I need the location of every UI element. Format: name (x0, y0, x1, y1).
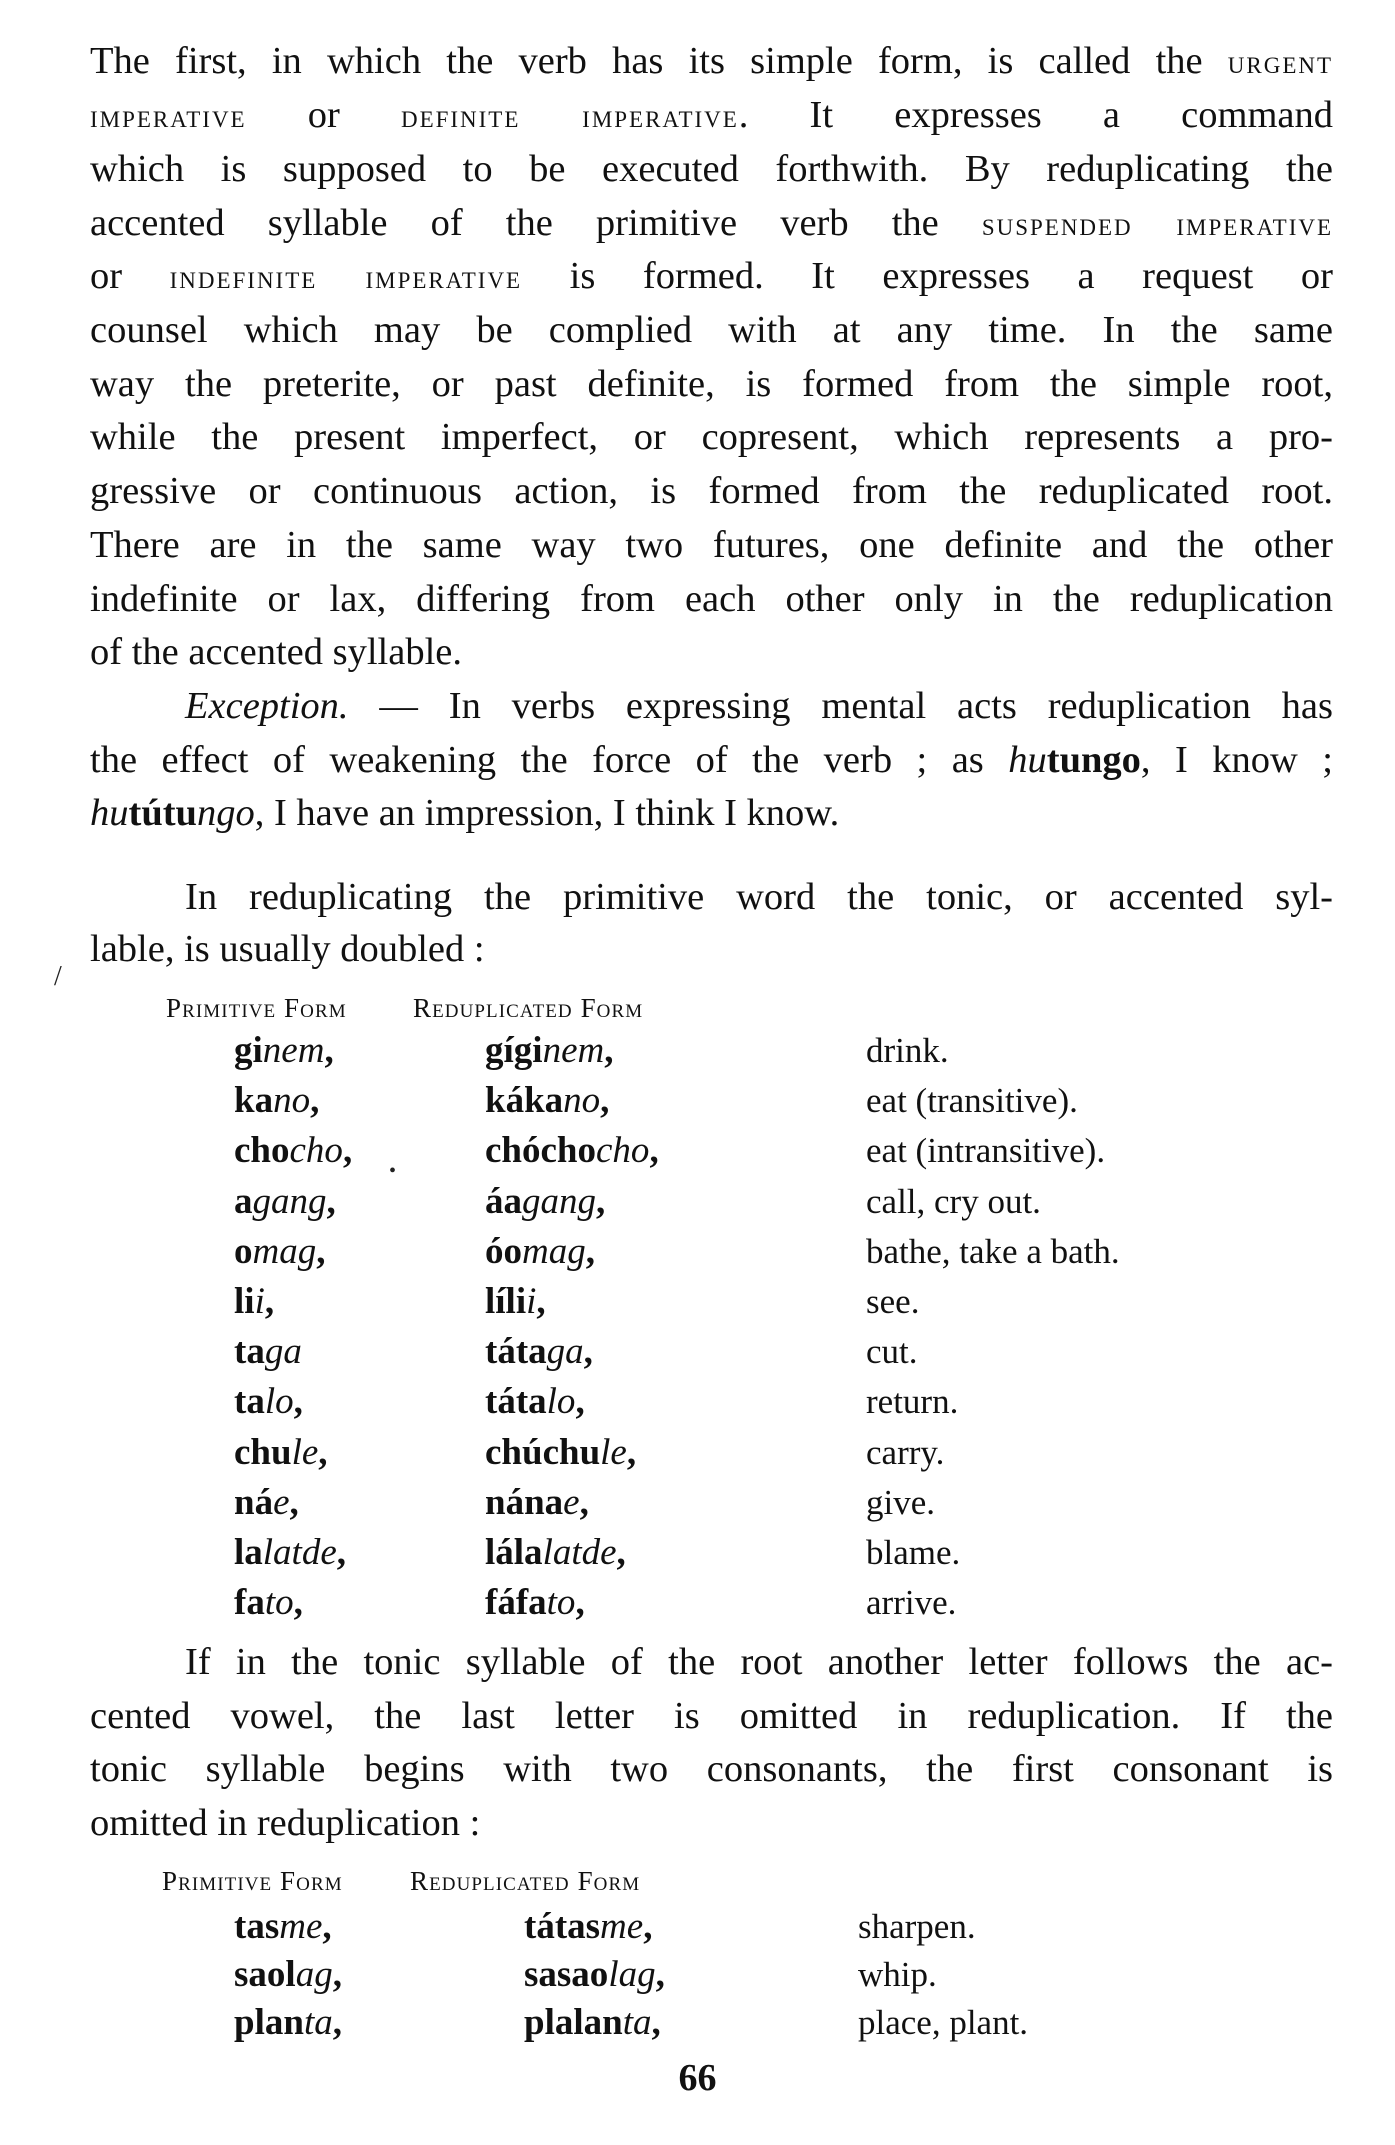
column-header-primitive: Primitive Form (162, 1866, 343, 1896)
text-span: , I have an impression, I think I know. (254, 792, 840, 834)
reduplicated-form (524, 1904, 652, 1950)
text-line (90, 142, 1333, 196)
primitive-form (234, 1580, 303, 1626)
text-span: omitted in reduplication : (90, 1802, 481, 1844)
form-root: tátas (524, 1906, 601, 1947)
column-header-primitive: Primitive Form (166, 993, 347, 1023)
primitive-form (234, 1430, 328, 1476)
form-ending: le (600, 1431, 627, 1473)
form-punct: , (616, 1532, 626, 1573)
form-root: ná (234, 1481, 274, 1523)
form-root: chócho (485, 1130, 596, 1172)
text-line (90, 303, 1333, 357)
meaning-text: sharpen. (858, 1907, 976, 1946)
form-root: la (234, 1532, 263, 1573)
stray-dot: • (389, 1160, 397, 1182)
form-punct: , (604, 1030, 614, 1071)
meaning (866, 1179, 1041, 1225)
form-punct: , (336, 1532, 347, 1573)
meaning-text: arrive. (866, 1583, 957, 1623)
form-punct: , (316, 1230, 326, 1272)
text-line (90, 410, 1333, 464)
primitive-form (234, 1229, 325, 1275)
meaning-text: place, plant. (858, 2003, 1029, 2042)
form-root: gi (234, 1030, 263, 1071)
form-root: ta (234, 1381, 265, 1423)
form-root: sasao (524, 1954, 609, 1995)
form-ending: no (563, 1080, 601, 1122)
form-root: plan (234, 2002, 304, 2043)
form-ending: lo (264, 1381, 294, 1423)
reduplicated-form (485, 1530, 626, 1576)
form-ending: me (600, 1906, 644, 1947)
text-line (90, 34, 1333, 88)
meaning (866, 1128, 1105, 1174)
text-span: — In verbs expressing mental acts reduplication has (348, 685, 1333, 727)
reduplicated-form (485, 1480, 589, 1526)
primitive-form (234, 1279, 274, 1325)
form-root: óo (485, 1230, 522, 1272)
form-ending: gang (252, 1180, 327, 1222)
primitive-form (234, 1028, 334, 1074)
text-line (90, 1796, 1333, 1850)
reduplicated-form (485, 1430, 636, 1476)
meaning (866, 1028, 949, 1074)
meaning-text: return. (866, 1382, 959, 1422)
text-line (90, 625, 1333, 679)
example-bold: tútu (128, 792, 197, 834)
form-punct: , (655, 1954, 665, 1995)
primitive-form (234, 1128, 352, 1174)
form-root: fáfa (485, 1582, 547, 1624)
form-root: o (234, 1230, 253, 1272)
primitive-form (234, 1904, 332, 1950)
text-span: , I know ; (1140, 739, 1333, 781)
form-ending: e (563, 1481, 580, 1523)
form-punct: , (643, 1906, 653, 1947)
form-ending: i (254, 1281, 265, 1322)
text-span: In reduplicating the primitive word the tonic, or accented syl- (185, 876, 1333, 918)
primitive-form (234, 1179, 336, 1225)
form-root: fa (234, 1582, 265, 1624)
form-punct: , (575, 1381, 585, 1423)
text-span: is formed. It expresses a request or (522, 255, 1333, 297)
form-ending: ta (622, 2002, 652, 2043)
text-span: cented vowel, the last letter is omitted in reduplication. If the (90, 1695, 1333, 1737)
form-punct: , (651, 2002, 661, 2043)
example-italic: hu (1008, 739, 1047, 781)
text-span: The first, in which the verb has its simple form, is called the (90, 40, 1228, 82)
text-line (185, 870, 1333, 924)
meaning (866, 1329, 918, 1375)
meaning (866, 1480, 935, 1526)
form-punct: , (322, 1906, 332, 1947)
column-header-reduplicated: Reduplicated Form (410, 1866, 641, 1896)
page-number: 66 (678, 2057, 717, 2099)
primitive-form (234, 2000, 342, 2046)
reduplicated-form (485, 1229, 595, 1275)
meaning-text: give. (866, 1482, 936, 1522)
stray-mark: / (54, 961, 62, 992)
form-punct: , (264, 1281, 275, 1322)
meaning-text: call, cry out. (866, 1181, 1041, 1221)
text-line (185, 679, 1333, 733)
form-root: káka (485, 1080, 564, 1122)
primitive-form (234, 1530, 346, 1576)
text-span: indefinite or lax, differing from each other only in the reduplication (90, 578, 1333, 620)
meaning (858, 2000, 1028, 2046)
form-punct: , (583, 1331, 593, 1373)
form-ending: latde (262, 1532, 337, 1573)
form-root: áa (485, 1180, 522, 1222)
reduplicated-form (485, 1028, 613, 1074)
form-root: nána (485, 1481, 564, 1523)
form-punct: , (342, 1130, 353, 1172)
form-ending: cho (596, 1130, 650, 1172)
reduplicated-form (485, 1580, 585, 1626)
example-bold: tungo (1046, 739, 1141, 781)
text-span: There are in the same way two futures, one definite and the other (90, 524, 1333, 566)
form-ending: i (526, 1281, 537, 1322)
form-root: táta (485, 1381, 547, 1423)
form-punct: , (310, 1080, 320, 1122)
meaning (866, 1379, 958, 1425)
form-root: saol (234, 1954, 296, 1995)
text-line (90, 1689, 1333, 1743)
form-ending: ag (295, 1954, 333, 1995)
form-punct: , (293, 1582, 303, 1624)
form-punct: , (649, 1130, 659, 1172)
meaning (866, 1279, 919, 1325)
reduplicated-form (485, 1329, 593, 1375)
form-root: ta (234, 1331, 265, 1373)
form-root: chúchu (485, 1431, 601, 1473)
meaning (866, 1530, 960, 1576)
form-root: tas (234, 1906, 280, 1947)
form-punct: , (575, 1582, 585, 1624)
term-urgent: urgent (1227, 44, 1333, 81)
form-punct: , (332, 2002, 342, 2043)
form-punct: , (289, 1481, 299, 1523)
form-root: líli (485, 1281, 527, 1322)
text-line (90, 1742, 1333, 1796)
meaning-text: eat (transitive). (866, 1081, 1078, 1121)
meaning (858, 1904, 976, 1950)
primitive-form (234, 1078, 319, 1124)
form-punct: , (579, 1481, 589, 1523)
text-span: or (90, 255, 170, 297)
form-ending: ga (546, 1331, 584, 1373)
text-span: gressive or continuous action, is formed from the reduplicated root. (90, 470, 1333, 512)
text-span: . It expresses a command (738, 94, 1333, 136)
form-root: gígi (485, 1030, 543, 1071)
example-italic: hu (90, 792, 129, 834)
column-header-reduplicated: Reduplicated Form (413, 993, 644, 1023)
form-ending: gang (522, 1180, 596, 1222)
form-punct: , (318, 1431, 328, 1473)
text-line (90, 357, 1333, 411)
meaning-text: cut. (866, 1332, 918, 1372)
form-root: ka (234, 1080, 274, 1122)
form-ending: no (273, 1080, 311, 1122)
text-span: tonic syllable begins with two consonants, the first consonant is (90, 1748, 1333, 1790)
reduplicated-form (524, 1952, 665, 1998)
form-ending: ta (303, 2002, 333, 2043)
meaning-text: blame. (866, 1533, 961, 1572)
text-span: If in the tonic syllable of the root another letter follows the ac- (185, 1641, 1333, 1683)
form-punct: , (626, 1431, 637, 1473)
form-root: chu (234, 1431, 292, 1473)
example-italic: ngo (196, 792, 255, 834)
form-punct: , (326, 1180, 336, 1222)
meaning-text: whip. (858, 1955, 937, 1994)
text-span: accented syllable of the primitive verb the (90, 202, 982, 244)
reduplicated-form (524, 2000, 661, 2046)
text-span: or (246, 94, 401, 136)
form-ending: ga (264, 1331, 302, 1373)
meaning-text: see. (866, 1282, 920, 1321)
meaning (866, 1430, 944, 1476)
text-span: while the present imperfect, or copresent, which represents a pro- (90, 416, 1333, 458)
reduplicated-form (485, 1179, 605, 1225)
meaning-text: drink. (866, 1031, 949, 1070)
primitive-form (234, 1329, 302, 1375)
form-root: plalan (524, 2002, 623, 2043)
term-indefinite-imperative: indefinite imperative (169, 259, 523, 296)
reduplicated-form (485, 1279, 546, 1325)
text-span: counsel which may be complied with at any time. In the same (90, 309, 1333, 351)
text-line (185, 1635, 1333, 1689)
form-ending: to (546, 1582, 576, 1624)
form-ending: latde (542, 1532, 617, 1573)
text-span: the effect of weakening the force of the verb ; as (90, 739, 1009, 781)
form-ending: le (291, 1431, 319, 1473)
form-root: cho (234, 1130, 290, 1172)
form-punct: , (324, 1030, 334, 1071)
term-definite-imperative: definite imperative (401, 98, 739, 135)
form-root: a (234, 1180, 253, 1222)
form-punct: , (293, 1381, 303, 1423)
primitive-form (234, 1379, 303, 1425)
form-punct: , (536, 1281, 546, 1322)
text-line (90, 518, 1333, 572)
text-line (90, 572, 1333, 626)
form-punct: , (596, 1180, 606, 1222)
primitive-form (234, 1952, 342, 1998)
text-line (90, 733, 1333, 787)
term-suspended-imperative: suspended imperative (981, 206, 1333, 243)
form-ending: nem (262, 1030, 325, 1071)
exception-label: Exception. (185, 685, 349, 727)
text-line (90, 464, 1333, 518)
text-line (90, 88, 1333, 142)
form-ending: mag (252, 1230, 317, 1272)
reduplicated-form (485, 1128, 659, 1174)
primitive-form (234, 1480, 299, 1526)
form-ending: lag (608, 1954, 656, 1995)
text-span: lable, is usually doubled : (90, 928, 485, 970)
meaning (866, 1580, 956, 1626)
form-ending: nem (542, 1030, 605, 1071)
meaning (866, 1229, 1120, 1275)
form-ending: mag (522, 1230, 586, 1272)
form-root: táta (485, 1331, 547, 1373)
reduplicated-form (485, 1078, 609, 1124)
form-punct: , (332, 1954, 342, 1995)
meaning-text: carry. (866, 1432, 945, 1472)
text-line (90, 196, 1333, 250)
form-root: li (234, 1281, 255, 1322)
form-ending: me (279, 1906, 323, 1947)
reduplicated-form (485, 1379, 585, 1425)
text-span: way the preterite, or past definite, is formed from the simple root, (90, 363, 1333, 405)
meaning-text: eat (intransitive). (866, 1131, 1106, 1171)
text-line (90, 249, 1333, 303)
text-span: of the accented syllable. (90, 631, 462, 673)
form-root: lála (485, 1532, 543, 1573)
form-ending: e (273, 1481, 290, 1523)
form-punct: , (600, 1080, 610, 1122)
term-imperative: imperative (90, 98, 247, 135)
meaning-text: bathe, take a bath. (866, 1231, 1120, 1271)
text-line (90, 786, 1333, 840)
meaning (866, 1078, 1078, 1124)
form-ending: lo (546, 1381, 576, 1423)
form-ending: cho (289, 1130, 343, 1172)
text-line (90, 922, 1333, 976)
form-punct: , (585, 1230, 595, 1272)
text-span: which is supposed to be executed forthwith. By reduplicating the (90, 148, 1333, 190)
form-ending: to (264, 1582, 294, 1624)
meaning (858, 1952, 937, 1998)
